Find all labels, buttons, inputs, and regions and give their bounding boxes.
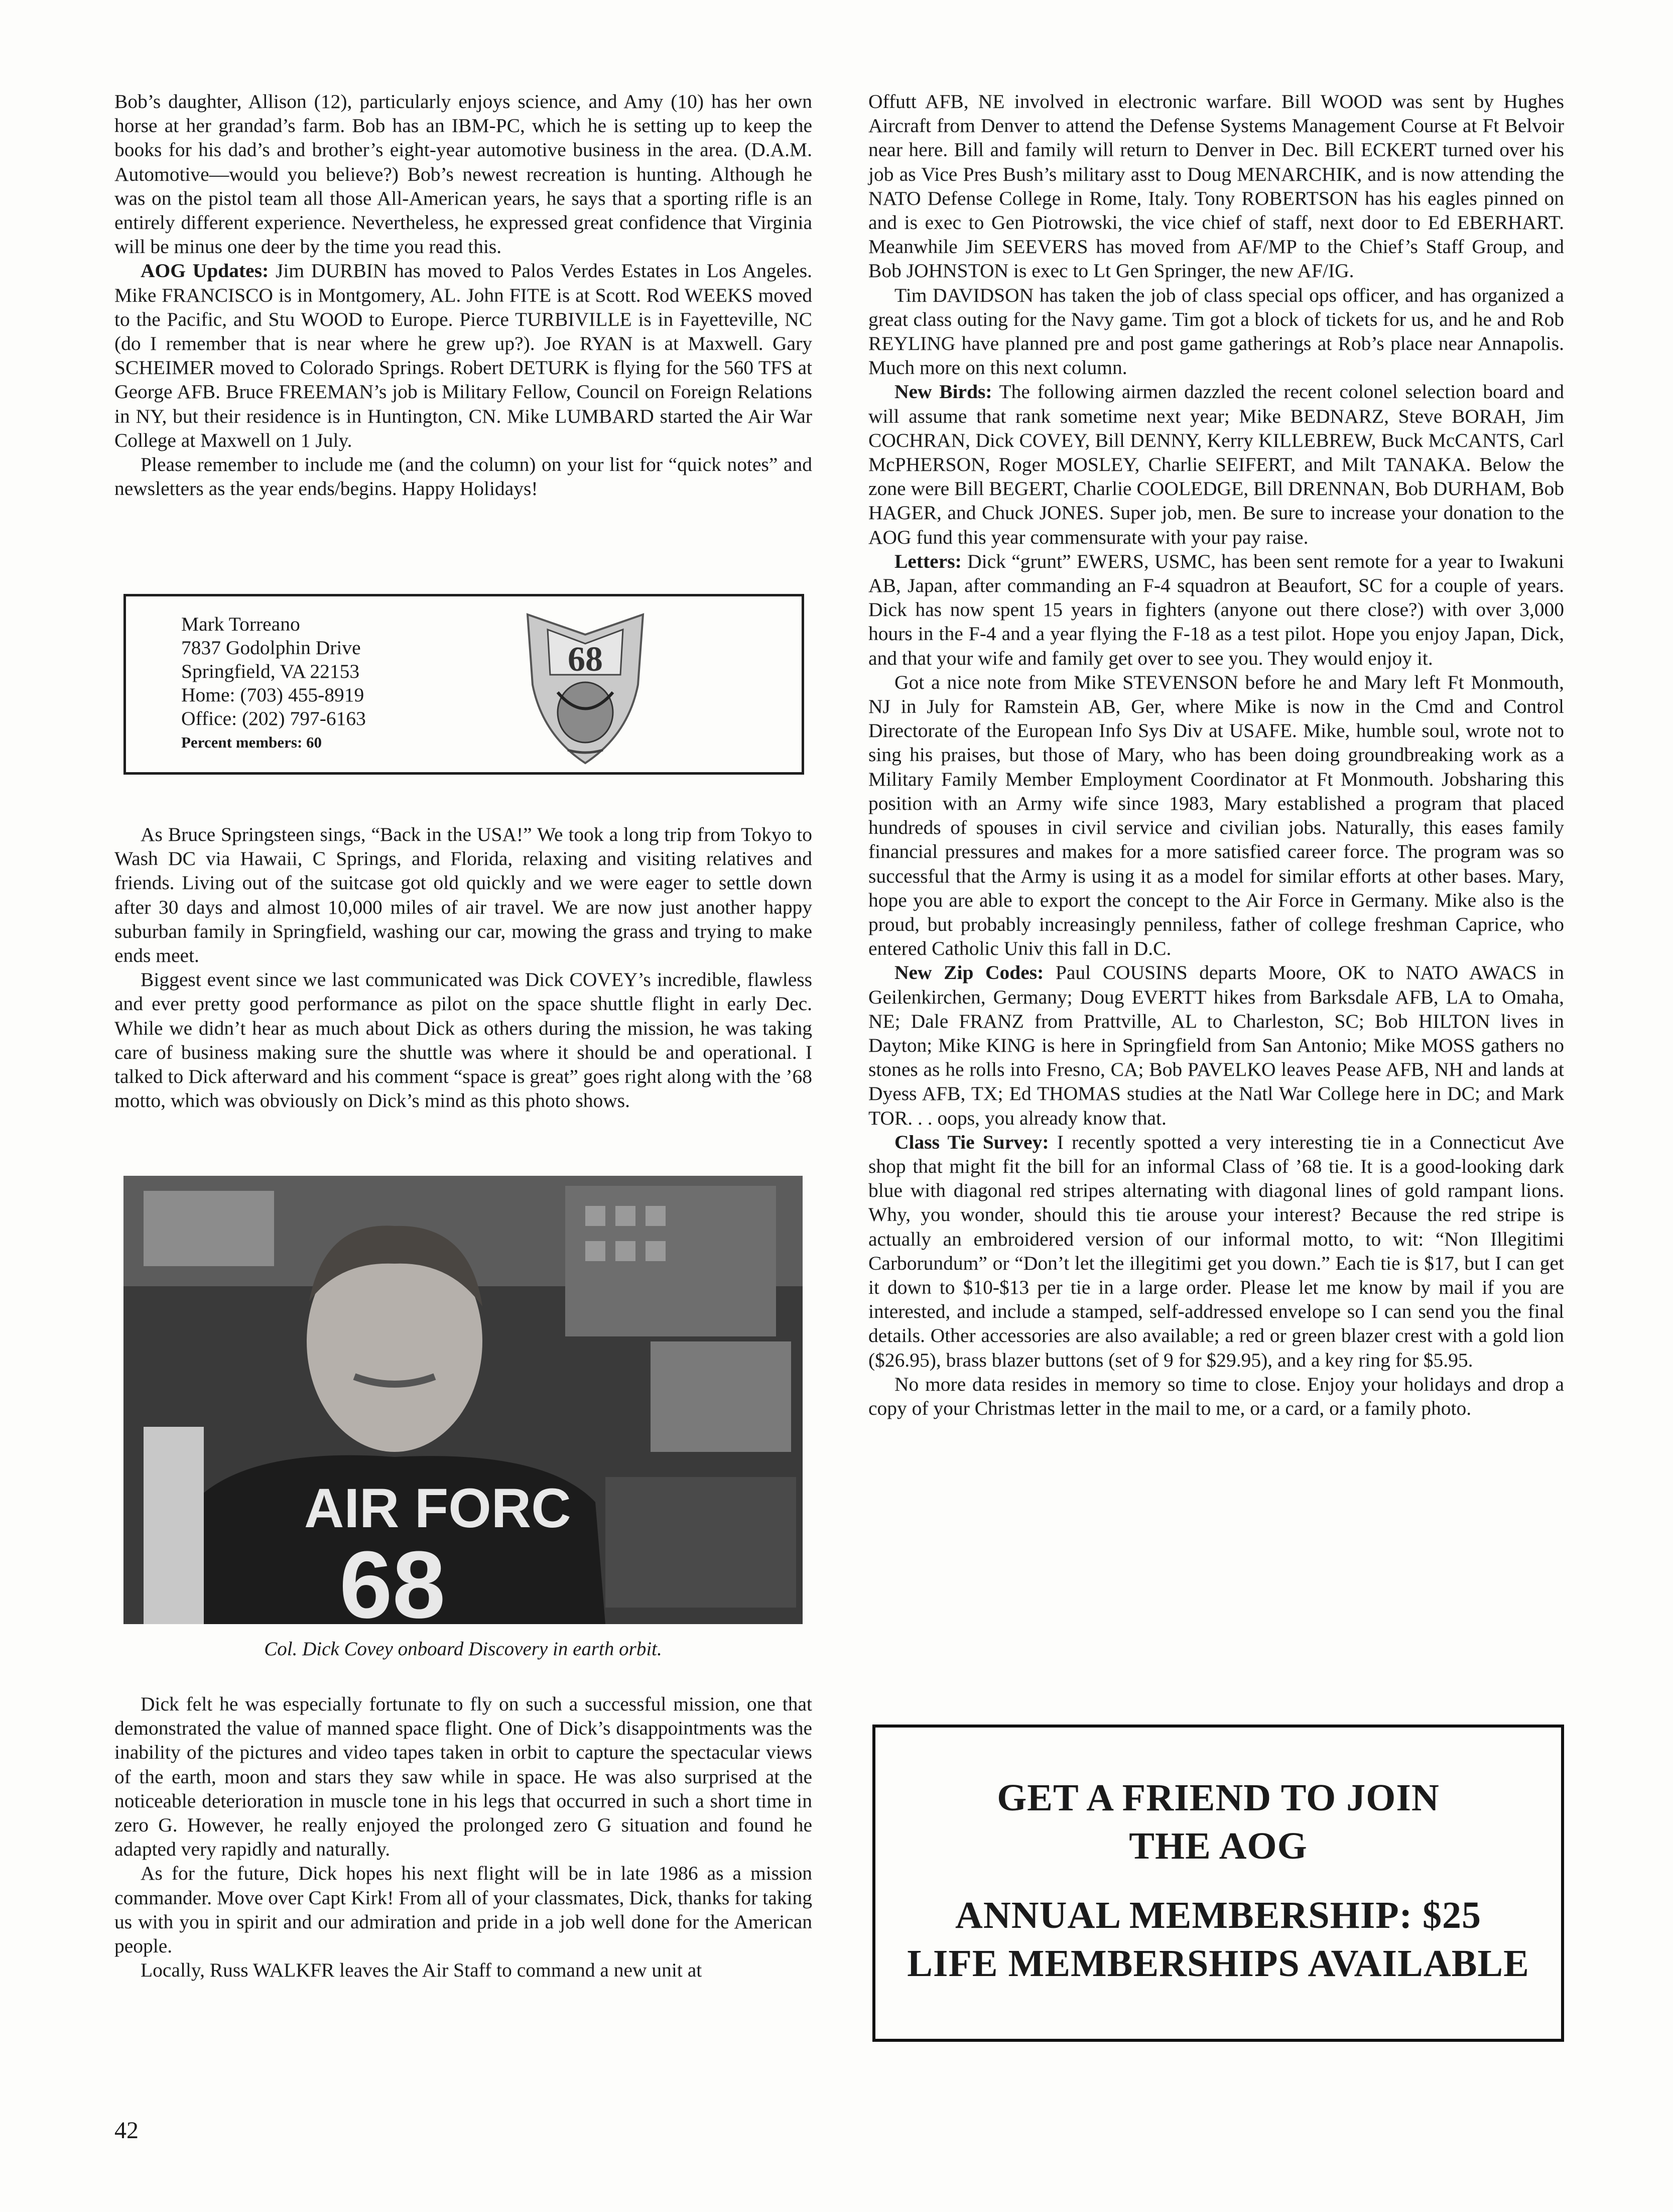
svg-text:68: 68 — [568, 640, 603, 679]
contact-box — [123, 594, 804, 775]
astronaut-photo — [123, 1176, 803, 1624]
paragraph: Got a nice note from Mike STEVENSON before he and Mary left Ft Monmouth, NJ in July for Ramstein AB, Ger, where Mike is now in the Cmd and Control Directorate of the European Info Sys Div at USAFE. Mike, humble soul, wrote not to sing his praises, but those of Mary, who has been doing groundbreaking work as a Military Family Member Employment Coordinator at Ft Monmouth. Jobsharing this position with an Army wife since 1983, Mary established a program that placed hundreds of spouses in civil service and civilian jobs. Naturally, this eases family financial pressures and makes for a more satisfied career force. The program was so successful that the Army is using it as a model for similar efforts at other bases. Mary, hope you are able to export the concept to the Air Force in Germany. Mike also is the proud, but probably increasingly penniless, father of college freshman Caprice, who entered Catholic Univ this fall in D.C. — [868, 671, 1564, 960]
promo-line: GET A FRIEND TO JOIN — [997, 1777, 1440, 1819]
svg-text:68: 68 — [339, 1532, 446, 1624]
contact-info — [181, 612, 366, 754]
contact-office-phone: Office: (202) 797-6163 — [181, 707, 366, 729]
paragraph: Please remember to include me (and the column) on your list for “quick notes” and newsletters as the year ends/begins. Happy Holidays! — [114, 453, 812, 500]
paragraph: Bob’s daughter, Allison (12), particularly enjoys science, and Amy (10) has her own horse at her grandad’s farm. Bob has an IBM-PC, which he is setting up to keep the books for his dad’s and brother’s eight-year automotive business in the area. (D.A.M. Automotive—would you believe?) Bob’s newest recreation is hunting. Although he was on the pistol team all those All-American years, he says that a sporting rifle is an entirely different experience. Nevertheless, he expressed great confidence that Virginia will be minus one deer by the time you read this. — [114, 90, 812, 258]
class-crest-icon — [512, 604, 658, 768]
paragraph: New Birds: The following airmen dazzled the recent colonel selection board and will assume that rank sometime next year; Mike BEDNARZ, Steve BORAH, Jim COCHRAN, Dick COVEY, Bill DENNY, Kerry KILLEBREW, Buck McCANTS, Carl McPHERSON, Roger MOSLEY, Charlie SEIFERT, and Milt TANAKA. Below the zone were Bill BEGERT, Charlie COOLEDGE, Bill DRENNAN, Bob DURHAM, Bob HAGER, and Chuck JONES. Super job, men. Be sure to increase your donation to the AOG fund this year commensurate with your pay raise. — [868, 381, 1565, 548]
paragraph: Tim DAVIDSON has taken the job of class special ops officer, and has organized a great class outing for the Navy game. Tim got a block of tickets for us, and he and Rob REYLING have planned pre and post game gatherings at Rob’s place near Annapolis. Much more on this next column. — [868, 284, 1564, 379]
left-column-bottom — [114, 1692, 812, 1982]
percent-members: Percent members: 60 — [181, 733, 322, 751]
contact-home-phone: Home: (703) 455-8919 — [181, 684, 364, 706]
promo-line: LIFE MEMBERSHIPS AVAILABLE — [907, 1942, 1529, 1985]
promo-line: THE AOG — [1129, 1825, 1308, 1867]
paragraph: Letters: Dick “grunt” EWERS, USMC, has been sent remote for a year to Iwakuni AB, Japan, after commanding an F-4 squadron at Beaufort, SC for a couple of years. Dick has now spent 15 years in fighters (anyone out there close?) with over 3,000 hours in the F-4 and a year flying the F-18 as a test pilot. Hope you enjoy Japan, Dick, and that your wife and family get over to see you. They would enjoy it. — [868, 550, 1564, 669]
paragraph: As for the future, Dick hopes his next flight will be in late 1986 as a mission commander. Move over Capt Kirk! From all of your classmates, Dick, thanks for taking us with you in spirit and our admiration and pride in a job well done for the American people. — [114, 1862, 812, 1957]
promo-line: ANNUAL MEMBERSHIP: $25 — [955, 1894, 1482, 1936]
right-column — [868, 89, 1564, 1420]
paragraph: Dick felt he was especially fortunate to fly on such a successful mission, one that demonstrated the value of manned space flight. One of Dick’s disappointments was the inability of the pictures and video tapes taken in orbit to capture the spectacular views of the earth, moon and stars they saw while in space. He was also surprised at the noticeable deterioration in muscle tone in his legs that occurred in such a short time in zero G. However, he really enjoyed the prolonged zero G situation and found he adapted very rapidly and naturally. — [114, 1693, 812, 1861]
paragraph: Class Tie Survey: I recently spotted a very interesting tie in a Connecticut Ave shop that might fit the bill for an informal Class of ’68 tie. It is a good-looking dark blue with diagonal red stripes alternating with diagonal lines of gold rampant lions. Why, you wonder, should this tie arouse your interest? Because the red stripe is actually an embroidered version of our informal motto, to wit: “Non Illegitimi Carborundum” or “Don’t let the illegitimi get you down.” Each tie is $17, but I can get it down to $10-$13 per tie in a large order. Please let me know by mail if you are interested, and include a stamped, self-addressed envelope so I can send you the final details. Other accessories are also available; a red or green blazer crest with a gold lion ($26.95), brass blazer buttons (set of 9 for $29.95), and a key ring for $5.95. — [868, 1131, 1564, 1371]
paragraph: New Zip Codes: Paul COUSINS departs Moore, OK to NATO AWACS in Geilenkirchen, Germany; Doug EVERTT hikes from Barksdale AFB, LA to Omaha, NE; Dale FRANZ from Prattville, AL to Charleston, SC; Bob HILTON lives in Dayton; Mike KING is here in Springfield from San Antonio; Mike MOSS gathers no stones as he rolls into Fresno, CA; Bob PAVELKO leaves Pease AFB, NH and lands at Dyess AFB, TX; Ed THOMAS studies at the Natl War College here in DC; and Mark TOR. . . oops, you already know that. — [868, 961, 1564, 1129]
paragraph: Locally, Russ WALKFR leaves the Air Staff to command a new unit at — [141, 1959, 702, 1982]
contact-city: Springfield, VA 22153 — [181, 660, 360, 682]
left-column-top — [114, 89, 812, 501]
paragraph: Biggest event since we last communicated was Dick COVEY’s incredible, flawless and ever pretty good performance as pilot on the space shuttle flight in early Dec. While we didn’t hear as much about Dick as others during the mission, he was taking care of business making sure the shuttle was where it should be and operational. I talked to Dick afterward and his comment “space is great” goes right along with the ’68 motto, which was obviously on Dick’s mind as this photo shows. — [114, 968, 812, 1112]
contact-street: 7837 Godolphin Drive — [181, 637, 361, 659]
svg-text:AIR FORC: AIR FORC — [304, 1478, 571, 1539]
paragraph: AOG Updates: Jim DURBIN has moved to Palos Verdes Estates in Los Angeles. Mike FRANCISCO is in Montgomery, AL. John FITE is at Scott. Rod WEEKS moved to the Pacific, and Stu WOOD to Europe. Pierce TURBIVILLE is in Fayetteville, NC (do I remember that is near where he grew up?). Joe RYAN is at Maxwell. Gary SCHEIMER moved to Colorado Springs. Robert DETURK is flying for the 560 TFS at George AFB. Bruce FREEMAN’s job is Military Fellow, Council on Foreign Relations in NY, but their residence is in Huntington, CN. Mike LUMBARD started the Air War College at Maxwell on 1 July. — [114, 260, 812, 451]
contact-name: Mark Torreano — [181, 613, 300, 635]
paragraph: No more data resides in memory so time to close. Enjoy your holidays and drop a copy of your Christmas letter in the mail to me, or a card, or a family photo. — [868, 1373, 1564, 1419]
photo-caption: Col. Dick Covey onboard Discovery in earth orbit. — [264, 1638, 662, 1660]
page-number: 42 — [114, 2117, 139, 2144]
membership-promo-box — [872, 1725, 1564, 2042]
paragraph: As Bruce Springsteen sings, “Back in the USA!” We took a long trip from Tokyo to Wash DC via Hawaii, C Springs, and Florida, relaxing and visiting relatives and friends. Living out of the suitcase got old quickly and we were eager to settle down after 30 days and almost 10,000 miles of air travel. We are now just another happy suburban family in Springfield, washing our car, mowing the grass and trying to make ends meet. — [114, 823, 812, 967]
left-column-middle — [114, 822, 812, 1113]
paragraph: Offutt AFB, NE involved in electronic warfare. Bill WOOD was sent by Hughes Aircraft from Denver to attend the Defense Systems Management Course at Ft Belvoir near here. Bill and family will return to Denver in Dec. Bill ECKERT turned over his job as Vice Pres Bush’s military asst to Doug MENARCHIK, and is now attending the NATO Defense College in Rome, Italy. Tony ROBERTSON has his eagles pinned on and is exec to Gen Piotrowski, the vice chief of staff, next door to Ed EBERHART. Meanwhile Jim SEEVERS has moved from AF/MP to the Chief’s Staff Group, and Bob JOHNSTON is exec to Lt Gen Springer, the new AF/IG. — [868, 90, 1564, 282]
